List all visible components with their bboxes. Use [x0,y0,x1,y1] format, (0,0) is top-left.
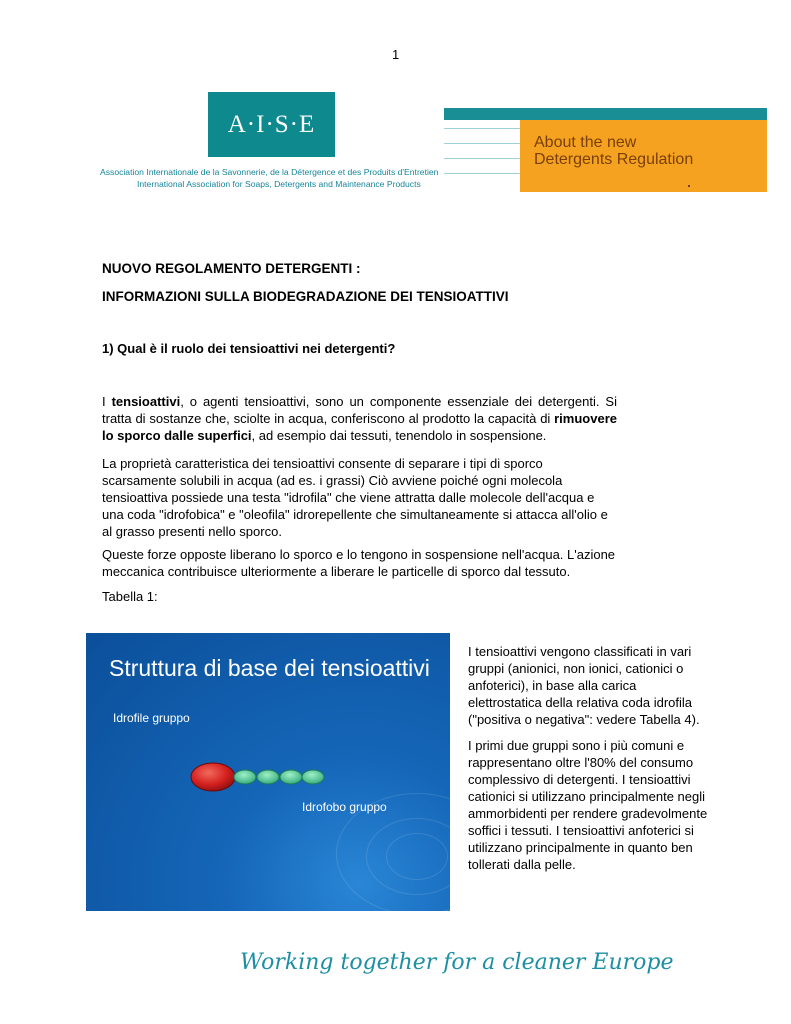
banner-text [534,134,693,168]
paragraph-2: La proprietà caratteristica dei tensioattivi consente di separare i tipi di sporco scarsamente solubili in acqua (ad es. i grassi) Ciò avviene poiché ogni molecola tensioattiva possiede una testa "idrofila" che viene attratta dalle molecole dell'acqua e una coda "idrofobica" e "oleofila" idrorepellente che simultaneamente si attacca all'olio e al grasso presenti nello sporco. [102,456,608,539]
surfactant-structure-figure [86,633,450,911]
hydrophobic-tail-segment [234,770,256,784]
banner-panel [520,120,767,192]
question-heading: 1) Qual è il ruolo dei tensioattivi nei detergenti? [102,341,396,356]
side-paragraph-2: I primi due gruppi sono i più comuni e rappresentano oltre l'80% del consumo complessivo di detergenti. I tensioattivi cationici si utilizzano principalmente negli ammorbidenti per rendere gradevolmente soffici i tessuti. I tensioattivi anfoterici si utilizzano principalmente in quanto ben tollerati dalla pelle. [468,738,708,872]
hydrophobic-label: Idrofobo gruppo [302,800,387,814]
para-1-bold-b: rimuovere lo sporco dalle superfici [102,411,617,443]
banner-stripe [444,108,767,120]
page-number: 1 [392,47,400,62]
hydrophobic-tail-segment [280,770,302,784]
org-line-2: International Association for Soaps, Detergents and Maintenance Products [137,179,421,189]
para-1-text-b: , o agenti tensioattivi, sono un componente essenziale dei detergenti. Si tratta di sostanze che, sciolte in acqua, conferiscono al prodotto la capacità di [102,394,617,426]
hydrophobic-tail-segment [302,770,324,784]
footer-tagline: Working together for a cleaner Europe [240,950,674,975]
surfactant-classification-text [468,643,708,882]
para-1-text-c: , ad esempio dai tessuti, tenendolo in sospensione. [251,428,547,443]
paragraph-1 [102,393,617,444]
logo-text: A·I·S·E [227,110,316,138]
banner-dot [688,185,690,187]
surfactant-molecule-graphic [86,633,450,911]
hydrophilic-head [191,763,235,791]
hydrophilic-label: Idrofile gruppo [113,711,190,725]
paragraph-3: Queste forze opposte liberano lo sporco e lo tengono in sospensione nell'acqua. L'azione meccanica contribuisce ulteriormente a liberare le particelle di sporco dal tessuto. [102,547,616,579]
document-subtitle: INFORMAZIONI SULLA BIODEGRADAZIONE DEI TENSIOATTIVI [102,289,509,304]
aise-logo [208,92,335,157]
document-title: NUOVO REGOLAMENTO DETERGENTI : [102,261,361,276]
banner-line-2: Detergents Regulation [534,151,694,168]
organization-name [100,166,445,190]
table-caption: Tabella 1: [102,589,158,604]
banner-lines [444,128,520,188]
hydrophobic-tail-segment [257,770,279,784]
para-1-text-a: I [102,394,112,409]
banner-line-1: About the new [534,134,637,151]
org-line-1: Association Internationale de la Savonnerie, de la Détergence et des Produits d'Entretien [100,167,439,177]
figure-title: Struttura di base dei tensioattivi [109,655,430,681]
regulation-banner [444,108,767,192]
side-paragraph-1: I tensioattivi vengono classificati in vari gruppi (anionici, non ionici, cationici o anfoterici), in base alla carica elettrostatica della relativa coda idrofila ("positiva o negativa": vedere Tabella 4). [468,644,700,727]
para-1-bold-a: tensioattivi [111,394,181,409]
